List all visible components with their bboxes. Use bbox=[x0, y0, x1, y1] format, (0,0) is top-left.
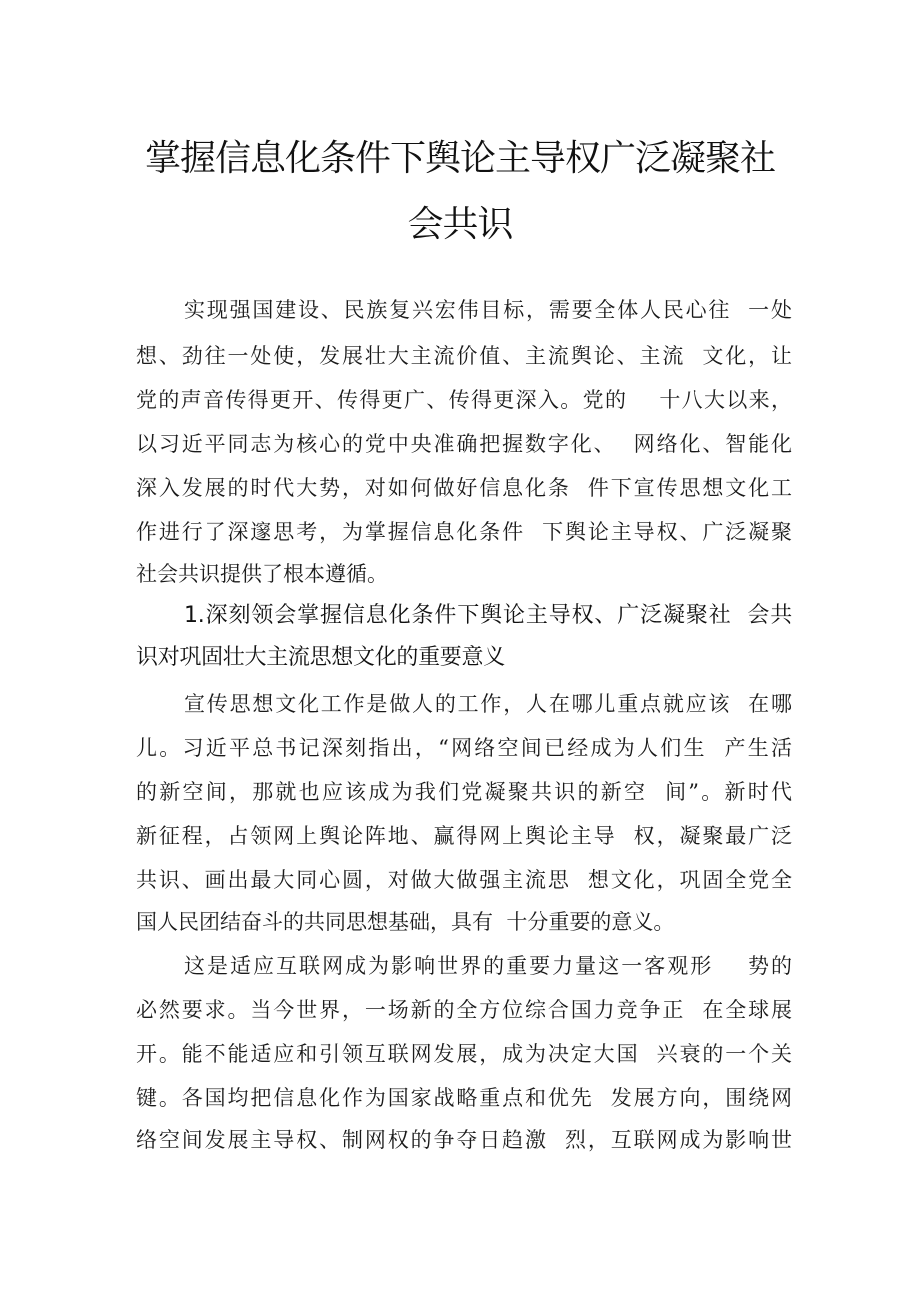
paragraph-line: 深入发展的时代大势，对如何做好信息化条 件下宣传思想文化工 bbox=[136, 476, 792, 500]
paragraph-line: 宣传思想文化工作是做人的工作，人在哪儿重点就应该 在哪 bbox=[184, 692, 792, 716]
paragraph-line: 实现强国建设、民族复兴宏伟目标，需要全体人民心往 一处 bbox=[184, 298, 792, 322]
document-title-line-1: 掌握信息化条件下舆论主导权广泛凝聚社 bbox=[144, 138, 775, 179]
paragraph-line: 社会共识提供了根本遵循。 bbox=[136, 562, 388, 586]
paragraph-line: 想、劲往一处使，发展壮大主流价值、主流舆论、主流 文化，让 bbox=[136, 344, 792, 368]
section-heading-line: 1.深刻领会掌握信息化条件下舆论主导权、广泛凝聚社 会共 bbox=[184, 603, 792, 628]
document-title-line-2: 会共识 bbox=[407, 204, 513, 245]
paragraph-line: 络空间发展主导权、制网权的争夺日趋激 烈，互联网成为影响世 bbox=[136, 1128, 792, 1152]
paragraph-line: 新征程，占领网上舆论阵地、赢得网上舆论主导 权，凝聚最广泛 bbox=[136, 824, 792, 848]
paragraph-line: 共识、画出最大同心圆，对做大做强主流思 想文化，巩固全党全 bbox=[136, 868, 792, 892]
section-heading-line: 识对巩固壮大主流思想文化的重要意义 bbox=[136, 645, 505, 670]
paragraph-line: 的新空间，那就也应该成为我们党凝聚共识的新空 间”。新时代 bbox=[136, 780, 792, 804]
paragraph-line: 这是适应互联网成为影响世界的重要力量这一客观形 势的 bbox=[184, 954, 792, 978]
paragraph-line: 国人民团结奋斗的共同思想基础，具有 十分重要的意义。 bbox=[136, 910, 675, 934]
paragraph-line: 键。各国均把信息化作为国家战略重点和优先 发展方向，围绕网 bbox=[136, 1086, 792, 1110]
paragraph-line: 必然要求。当今世界，一场新的全方位综合国力竞争正 在全球展 bbox=[136, 998, 792, 1022]
paragraph-line: 儿。习近平总书记深刻指出，“网络空间已经成为人们生 产生活 bbox=[136, 736, 792, 760]
paragraph-line: 以习近平同志为核心的党中央准确把握数字化、 网络化、智能化 bbox=[136, 432, 792, 456]
paragraph-line: 党的声音传得更开、传得更广、传得更深入。党的 十八大以来， bbox=[136, 388, 792, 412]
paragraph-line: 开。能不能适应和引领互联网发展，成为决定大国 兴衰的一个关 bbox=[136, 1042, 792, 1066]
paragraph-line: 作进行了深邃思考，为掌握信息化条件 下舆论主导权、广泛凝聚 bbox=[136, 520, 792, 544]
